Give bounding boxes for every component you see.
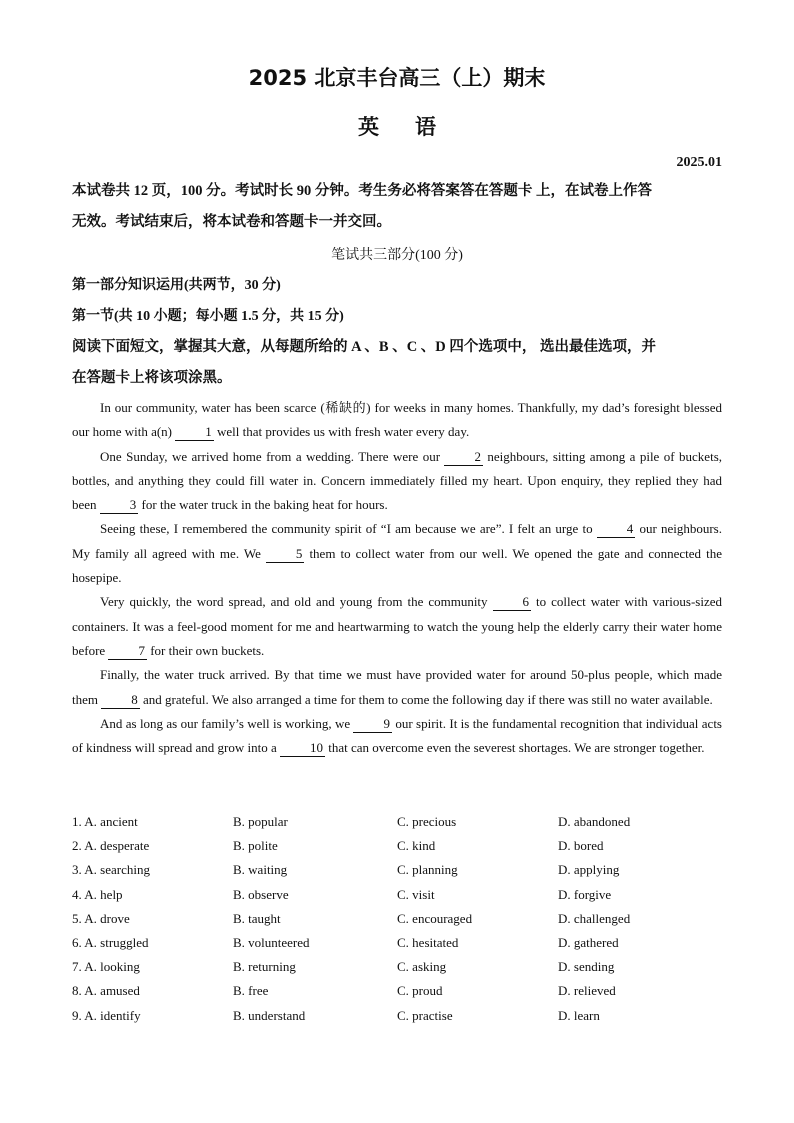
- directions-line-1: 阅读下面短文，掌握其大意，从每题所给的 A 、B 、C 、D 四个选项中， 选出最佳选项，并: [72, 339, 657, 355]
- instructions-line-2: 无效。考试结束后，将本试卷和答题卡一并交回。: [72, 214, 391, 230]
- option-3-c: C. planning: [397, 862, 458, 878]
- option-9-b: B. understand: [233, 1007, 306, 1023]
- passage-paragraph-1: In our community, water has been scarce (稀缺的) for weeks in many homes. Thankfully, my dad’s foresight blessed our home with a(n) 1 well that provides us with fresh water every day.: [72, 400, 722, 440]
- option-1-b: B. popular: [233, 814, 288, 829]
- option-2-a: 2. A. desperate: [72, 838, 150, 854]
- option-2-d: D. bored: [558, 838, 604, 854]
- blank-5: 5: [266, 546, 305, 563]
- option-8-c: C. proud: [397, 983, 443, 999]
- option-row-6: [72, 931, 722, 955]
- reading-passage: [72, 396, 722, 760]
- passage-paragraph-4: Very quickly, the word spread, and old and young from the community 6 to collect water with various-sized containers. It was a feel-good moment for me and heartwarming to watch the young help the elderly carry their water home before 7 for their own buckets.: [72, 594, 722, 658]
- option-5-d: D. challenged: [558, 910, 631, 926]
- option-5-b: B. taught: [233, 910, 281, 926]
- option-7-a: 7. A. looking: [72, 959, 140, 975]
- blank-4: 4: [597, 521, 636, 538]
- option-4-a: 4. A. help: [72, 886, 123, 902]
- option-9-c: C. practise: [397, 1007, 453, 1023]
- option-row-3: [72, 858, 722, 882]
- directions-block: [72, 332, 722, 394]
- option-6-a: 6. A. struggled: [72, 934, 149, 950]
- blank-3: 3: [100, 497, 139, 514]
- option-8-b: B. free: [233, 983, 269, 999]
- option-row-2: [72, 834, 722, 858]
- option-2-c: C. kind: [397, 838, 436, 854]
- exam-date: 2025.01: [676, 155, 722, 170]
- option-2-b: B. polite: [233, 838, 278, 854]
- option-4-c: C. visit: [397, 886, 435, 902]
- option-9-d: D. learn: [558, 1007, 600, 1023]
- option-7-c: C. asking: [397, 959, 447, 975]
- option-3-b: B. waiting: [233, 862, 288, 878]
- option-1-a: 1. A. ancient: [72, 814, 138, 829]
- option-4-d: D. forgive: [558, 886, 612, 902]
- part-one-heading: 第一部分知识运用(共两节，30 分): [72, 278, 281, 293]
- option-row-5: [72, 907, 722, 931]
- option-3-a: 3. A. searching: [72, 862, 150, 878]
- option-6-b: B. volunteered: [233, 934, 310, 950]
- option-9-a: 9. A. identify: [72, 1007, 141, 1023]
- option-8-d: D. relieved: [558, 983, 616, 999]
- answer-options: [72, 810, 722, 1028]
- exam-title: 2025 北京丰台高三（上）期末: [248, 66, 546, 90]
- passage-paragraph-2: One Sunday, we arrived home from a wedding. There were our 2 neighbours, sitting among a pile of buckets, bottles, and anything they could fill water in. Concern immediately filled my heart. Upon enquiry, they replied they had been 3 for the water truck in the baking heat for hours.: [72, 448, 722, 513]
- blank-1: 1: [175, 424, 214, 441]
- passage-paragraph-6: And as long as our family’s well is working, we 9 our spirit. It is the fundamental recognition that individual acts of kindness will spread and grow into a 10 that can overcome even the severest shortages. We are stronger together.: [72, 715, 722, 756]
- blank-8: 8: [101, 692, 140, 709]
- section-one-heading: 第一节(共 10 小题；每小题 1.5 分，共 15 分): [72, 309, 344, 324]
- passage-paragraph-5: Finally, the water truck arrived. By that time we must have provided water for around 50-plus people, which made them 8 and grateful. We also arranged a time for them to come the following day if there was still no water available.: [72, 667, 722, 707]
- option-row-4: [72, 883, 722, 907]
- option-3-d: D. applying: [558, 862, 620, 878]
- instructions-line-1: 本试卷共 12 页，100 分。考试时长 90 分钟。考生务必将答案答在答题卡 上，在试卷上作答: [72, 183, 652, 199]
- option-row-7: [72, 955, 722, 979]
- option-6-c: C. hesitated: [397, 934, 459, 950]
- option-1-c: C. precious: [397, 814, 457, 829]
- option-7-d: D. sending: [558, 959, 615, 975]
- option-5-a: 5. A. drove: [72, 910, 130, 926]
- option-row-9: [72, 1004, 722, 1028]
- blank-7: 7: [108, 643, 147, 660]
- blank-6: 6: [493, 594, 532, 611]
- blank-2: 2: [444, 449, 483, 466]
- subject-title: 英语: [358, 115, 472, 139]
- option-8-a: 8. A. amused: [72, 983, 140, 999]
- option-row-1: [72, 810, 722, 834]
- option-4-b: B. observe: [233, 886, 289, 902]
- option-row-8: [72, 979, 722, 1003]
- blank-9: 9: [353, 716, 392, 733]
- option-1-d: D. abandoned: [558, 814, 631, 829]
- section-total-heading: 笔试共三部分(100 分): [331, 248, 463, 263]
- directions-line-2: 在答题卡上将该项涂黑。: [72, 370, 232, 386]
- passage-paragraph-3: Seeing these, I remembered the community spirit of “I am because we are”. I felt an urge to 4 our neighbours. My family all agreed with me. We 5 them to collect water from our well. We opened the gate and connected the hosepipe.: [72, 521, 722, 586]
- option-5-c: C. encouraged: [397, 910, 473, 926]
- blank-10: 10: [280, 740, 325, 757]
- option-7-b: B. returning: [233, 959, 296, 975]
- option-6-d: D. gathered: [558, 934, 619, 950]
- instructions-block: [72, 176, 722, 238]
